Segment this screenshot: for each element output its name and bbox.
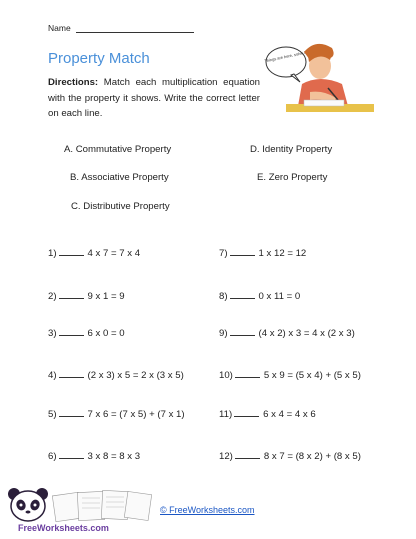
property-e: E. Zero Property <box>257 172 328 183</box>
answer-line[interactable] <box>59 246 84 256</box>
answer-line[interactable] <box>235 449 260 459</box>
question-10 <box>219 368 361 381</box>
question-number: 4) <box>48 370 57 381</box>
boy-writing-illustration <box>264 40 374 116</box>
question-equation: 5 x 9 = (5 x 4) + (5 x 5) <box>263 370 361 381</box>
name-label: Name <box>48 23 71 33</box>
name-line[interactable] <box>76 32 194 33</box>
question-3 <box>48 326 125 339</box>
answer-line[interactable] <box>234 407 259 417</box>
question-1 <box>48 246 140 259</box>
question-number: 12) <box>219 451 233 462</box>
property-d: D. Identity Property <box>250 144 333 155</box>
answer-line[interactable] <box>230 289 255 299</box>
question-number: 6) <box>48 451 57 462</box>
question-2 <box>48 289 125 302</box>
answer-line[interactable] <box>59 326 84 336</box>
directions-text: Match each multiplication equation with the property it shows. Write the correct letter on each line. <box>48 77 260 119</box>
speech-bubble-text: Things are here, solve it <box>264 49 307 64</box>
question-equation: (4 x 2) x 3 = 4 x (2 x 3) <box>258 328 355 339</box>
logo-text: FreeWorksheets.com <box>18 523 109 533</box>
question-number: 7) <box>219 248 228 259</box>
question-equation: 6 x 4 = 4 x 6 <box>263 409 316 420</box>
panda-logo-icon <box>4 486 54 526</box>
question-equation: 8 x 7 = (8 x 2) + (8 x 5) <box>263 451 361 462</box>
question-number: 8) <box>219 291 228 302</box>
question-number: 5) <box>48 409 57 420</box>
property-c: C. Distributive Property <box>71 201 170 212</box>
question-number: 3) <box>48 328 57 339</box>
question-equation: 7 x 6 = (7 x 5) + (7 x 1) <box>87 409 185 420</box>
directions <box>48 75 260 122</box>
question-12 <box>219 449 361 462</box>
answer-line[interactable] <box>230 246 255 256</box>
page-title: Property Match <box>48 50 150 67</box>
question-equation: (2 x 3) x 5 = 2 x (3 x 5) <box>87 370 184 381</box>
question-equation: 0 x 11 = 0 <box>258 291 301 302</box>
question-6 <box>48 449 140 462</box>
footer-link[interactable]: © FreeWorksheets.com <box>160 505 255 515</box>
worksheets-stack-image <box>50 488 154 522</box>
question-7 <box>219 246 306 259</box>
question-number: 9) <box>219 328 228 339</box>
directions-label: Directions: <box>48 77 99 88</box>
question-5 <box>48 407 185 420</box>
property-a: A. Commutative Property <box>64 144 172 155</box>
property-b: B. Associative Property <box>70 172 169 183</box>
question-equation: 6 x 0 = 0 <box>87 328 125 339</box>
question-equation: 1 x 12 = 12 <box>258 248 307 259</box>
question-4 <box>48 368 184 381</box>
question-equation: 4 x 7 = 7 x 4 <box>87 248 141 259</box>
question-8 <box>219 289 300 302</box>
answer-line[interactable] <box>230 326 255 336</box>
answer-line[interactable] <box>59 368 84 378</box>
answer-line[interactable] <box>235 368 260 378</box>
question-equation: 3 x 8 = 8 x 3 <box>87 451 141 462</box>
question-9 <box>219 326 355 339</box>
question-11 <box>219 407 316 420</box>
answer-line[interactable] <box>59 407 84 417</box>
question-number: 2) <box>48 291 57 302</box>
answer-line[interactable] <box>59 449 84 459</box>
question-number: 11) <box>219 409 233 420</box>
question-number: 10) <box>219 370 233 381</box>
question-number: 1) <box>48 248 57 259</box>
question-equation: 9 x 1 = 9 <box>87 291 125 302</box>
answer-line[interactable] <box>59 289 84 299</box>
